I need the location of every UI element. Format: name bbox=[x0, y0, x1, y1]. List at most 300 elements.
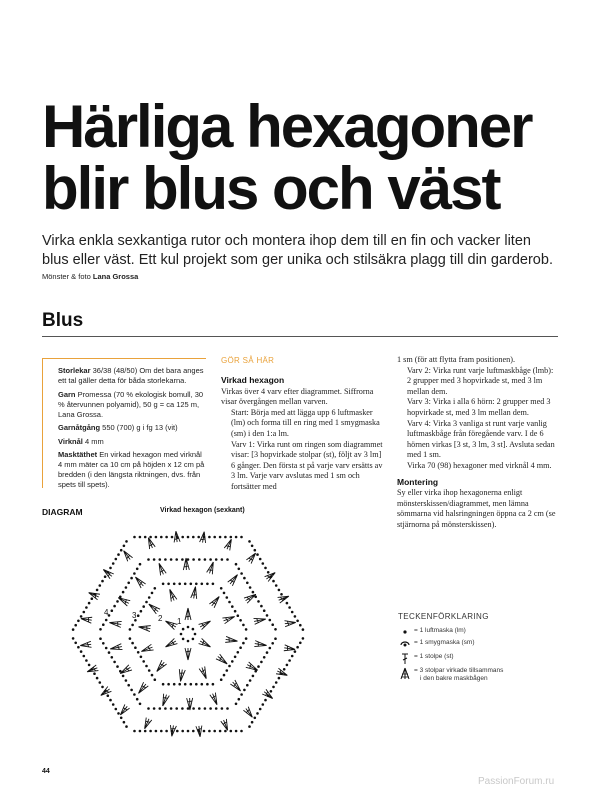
stitch-symbol bbox=[191, 586, 199, 599]
chain-stitch-dot bbox=[153, 558, 156, 561]
chain-stitch-dot bbox=[109, 699, 112, 702]
chain-stitch-dot bbox=[74, 624, 77, 627]
chain-stitch-dot bbox=[176, 730, 179, 733]
chain-stitch-dot bbox=[109, 567, 112, 570]
chain-stitch-dot bbox=[206, 683, 209, 686]
chain-stitch-dot bbox=[139, 703, 142, 706]
chain-stitch-dot bbox=[291, 611, 294, 614]
chain-stitch-dot bbox=[213, 730, 216, 733]
chain-stitch-dot bbox=[275, 584, 278, 587]
stitch-symbol bbox=[254, 616, 267, 624]
chain-stitch-dot bbox=[224, 730, 227, 733]
chain-stitch-dot bbox=[154, 587, 157, 590]
section-divider bbox=[42, 336, 558, 337]
instruction-paragraph: Virkas över 4 varv efter diagrammet. Siffrorna visar övergången mellan varven. bbox=[221, 386, 374, 407]
chain-stitch-dot bbox=[117, 712, 120, 715]
chain-stitch-dot bbox=[159, 558, 162, 561]
instruction-paragraph: Varv 1: Virka runt om ringen som diagrammet visar: [3 hopvirkade stolpar (st), följt av 3 lm] 6 gånger. Den första st på varje varv ersätts av 3 lm. Varje varv avslutas med 1 sm och fortsätter med bbox=[231, 439, 383, 491]
chain-stitch-dot bbox=[111, 609, 114, 612]
stitch-symbol bbox=[222, 614, 235, 624]
chain-stitch-dot bbox=[288, 606, 291, 609]
chain-stitch-dot bbox=[262, 703, 265, 706]
stitch-symbol bbox=[118, 704, 130, 716]
chain-stitch-dot bbox=[263, 609, 266, 612]
chain-stitch-dot bbox=[192, 707, 195, 710]
chain-stitch-dot bbox=[257, 600, 260, 603]
chain-stitch-dot bbox=[102, 623, 105, 626]
chain-stitch-dot bbox=[137, 651, 140, 654]
yarn-info bbox=[58, 390, 206, 420]
chain-stitch-dot bbox=[263, 656, 266, 659]
chain-stitch-dot bbox=[208, 536, 211, 539]
yarn-text: Promessa (70 % ekologisk bomull, 30 % återvunnen polyamid), 50 g = ca 125 m, Lana Grossa. bbox=[58, 389, 204, 419]
chain-stitch-dot bbox=[111, 656, 114, 659]
chain-stitch-dot bbox=[125, 679, 128, 682]
chain-stitch-dot bbox=[170, 558, 173, 561]
chain-stitch-dot bbox=[91, 597, 94, 600]
legend-text: = 1 luftmaska (lm) bbox=[414, 627, 466, 634]
chain-stitch-dot bbox=[139, 563, 142, 566]
chain-stitch-dot bbox=[88, 602, 91, 605]
chain-stitch-dot bbox=[144, 536, 147, 539]
round-number: 3 bbox=[132, 611, 137, 620]
instruction-paragraph: Varv 2: Virka runt varje luftmaskbåge (lmb): 2 grupper med 3 hopvirkade st, med 3 lm mellan dem. bbox=[407, 365, 554, 396]
stitch-symbol bbox=[80, 641, 92, 648]
stitch-symbol bbox=[243, 707, 254, 719]
chain-stitch-dot bbox=[187, 626, 190, 629]
chain-stitch-dot bbox=[294, 615, 297, 618]
chain-stitch-dot bbox=[198, 707, 201, 710]
chain-stitch-dot bbox=[136, 568, 139, 571]
legend-item bbox=[398, 667, 503, 683]
instruction-paragraph: Virka 70 (98) hexagoner med virknål 4 mm. bbox=[407, 460, 552, 470]
chain-stitch-dot bbox=[116, 600, 119, 603]
chain-stitch-dot bbox=[105, 619, 108, 622]
chain-stitch-dot bbox=[274, 628, 277, 631]
chain-stitch-dot bbox=[102, 642, 105, 645]
photo-credit bbox=[42, 272, 138, 281]
instruction-paragraph: 1 sm (för att flytta fram positionen). bbox=[397, 355, 516, 364]
chain-stitch-dot bbox=[178, 683, 181, 686]
chain-stitch-dot bbox=[131, 642, 134, 645]
chain-stitch-dot bbox=[148, 596, 151, 599]
yarn-amount-info bbox=[58, 423, 206, 433]
chain-stitch-dot bbox=[264, 567, 267, 570]
chain-stitch-dot bbox=[192, 558, 195, 561]
chain-stitch-dot bbox=[302, 637, 305, 640]
gauge-info bbox=[58, 450, 206, 490]
chain-stitch-dot bbox=[83, 655, 86, 658]
title-line-2: blir blus och väst bbox=[42, 155, 500, 222]
chain-stitch-dot bbox=[159, 707, 162, 710]
chain-stitch-dot bbox=[187, 640, 190, 643]
stitch-symbol bbox=[142, 718, 152, 730]
chain-stitch-dot bbox=[286, 602, 289, 605]
yarn-amount-label: Garnåtgång bbox=[58, 423, 101, 432]
chain-stitch-dot bbox=[275, 681, 278, 684]
chain-stitch-dot bbox=[194, 633, 197, 636]
diagram-label: DIAGRAM bbox=[42, 507, 83, 517]
stitch-symbol bbox=[99, 687, 111, 698]
chain-stitch-dot bbox=[101, 686, 104, 689]
chain-stitch-dot bbox=[286, 664, 289, 667]
chain-stitch-dot bbox=[239, 646, 242, 649]
stitch-symbol bbox=[160, 694, 170, 707]
page-number: 44 bbox=[42, 768, 50, 775]
legend-text bbox=[414, 667, 503, 683]
chain-stitch-dot bbox=[180, 633, 183, 636]
chain-stitch-dot bbox=[127, 582, 130, 585]
chain-stitch-dot bbox=[115, 558, 118, 561]
chain-stitch-dot bbox=[148, 669, 151, 672]
chain-stitch-dot bbox=[228, 601, 231, 604]
stitch-symbol bbox=[86, 665, 98, 675]
chain-stitch-dot bbox=[248, 540, 251, 543]
credit-name: Lana Grossa bbox=[92, 272, 139, 281]
chain-stitch-dot bbox=[133, 693, 136, 696]
stitch-symbol bbox=[254, 641, 267, 649]
chain-stitch-dot bbox=[249, 586, 252, 589]
chain-stitch-dot bbox=[160, 536, 163, 539]
chain-stitch-dot bbox=[145, 665, 148, 668]
chain-stitch-dot bbox=[231, 605, 234, 608]
chain-stitch-dot bbox=[139, 536, 142, 539]
chain-stitch-dot bbox=[105, 647, 108, 650]
chain-stitch-dot bbox=[170, 707, 173, 710]
legend-text-line: i den bakre maskbågen bbox=[420, 675, 488, 682]
stitch-symbol bbox=[185, 648, 191, 660]
stitch-symbol bbox=[164, 618, 177, 629]
round-number: 1 bbox=[177, 617, 182, 626]
hook-text: 4 mm bbox=[82, 436, 104, 446]
chain-stitch-dot bbox=[256, 712, 259, 715]
chain-stitch-dot bbox=[296, 646, 299, 649]
chain-stitch-dot bbox=[213, 536, 216, 539]
sizes-label: Storlekar bbox=[58, 366, 91, 375]
chain-stitch-dot bbox=[85, 659, 88, 662]
chain-stitch-dot bbox=[120, 549, 123, 552]
chain-stitch-dot bbox=[237, 651, 240, 654]
chain-stitch-dot bbox=[231, 660, 234, 663]
chain-stitch-dot bbox=[235, 536, 238, 539]
stitch-symbol bbox=[284, 620, 296, 627]
chain-stitch-dot bbox=[184, 683, 187, 686]
chain-stitch-dot bbox=[283, 668, 286, 671]
chain-stitch-dot bbox=[246, 684, 249, 687]
stitch-symbol bbox=[147, 602, 160, 614]
legend-text: = 1 stolpe (st) bbox=[414, 653, 454, 660]
instructions-column-1 bbox=[221, 375, 387, 493]
chain-stitch-dot bbox=[215, 558, 218, 561]
chain-stitch-dot bbox=[125, 725, 128, 728]
chain-stitch-dot bbox=[80, 650, 83, 653]
chain-stitch-dot bbox=[220, 678, 223, 681]
chain-stitch-dot bbox=[299, 624, 302, 627]
chain-stitch-dot bbox=[116, 665, 119, 668]
chain-stitch-dot bbox=[149, 536, 152, 539]
chain-stitch-dot bbox=[137, 614, 140, 617]
chain-stitch-dot bbox=[129, 628, 132, 631]
chain-stitch-dot bbox=[155, 536, 158, 539]
stitch-symbol bbox=[265, 570, 277, 581]
chain-stitch-dot bbox=[228, 665, 231, 668]
legend-item bbox=[398, 653, 454, 665]
chain-stitch-dot bbox=[190, 683, 193, 686]
chain-stitch-dot bbox=[197, 536, 200, 539]
chain-stitch-dot bbox=[201, 583, 204, 586]
chain-stitch-dot bbox=[195, 683, 198, 686]
stitch-symbol bbox=[262, 689, 274, 701]
chain-stitch-dot bbox=[243, 689, 246, 692]
chain-stitch-dot bbox=[274, 637, 277, 640]
chain-stitch-dot bbox=[139, 730, 142, 733]
chain-stitch-dot bbox=[299, 642, 302, 645]
chain-stitch-dot bbox=[192, 628, 195, 631]
chain-stitch-dot bbox=[237, 614, 240, 617]
chain-stitch-dot bbox=[85, 606, 88, 609]
diagram-subtitle: Virkad hexagon (sexkant) bbox=[160, 507, 245, 514]
stitch-symbol bbox=[225, 636, 238, 644]
chain-stitch-dot bbox=[117, 553, 120, 556]
chain-stitch-dot bbox=[107, 694, 110, 697]
chain-stitch-dot bbox=[256, 553, 259, 556]
chain-stitch-dot bbox=[181, 536, 184, 539]
chain-stitch-dot bbox=[226, 596, 229, 599]
instruction-paragraph: Start: Börja med att lägga upp 6 luftmasker (lm) och forma till en ring med 1 smygmaska (sm) i den 1:a lm. bbox=[231, 407, 380, 438]
chain-stitch-dot bbox=[252, 675, 255, 678]
chain-stitch-dot bbox=[240, 572, 243, 575]
chain-stitch-dot bbox=[240, 693, 243, 696]
chain-stitch-dot bbox=[240, 536, 243, 539]
stitch-symbols bbox=[80, 531, 296, 737]
chain-stitch-dot bbox=[249, 679, 252, 682]
stitch-symbol bbox=[185, 608, 191, 620]
chain-stitch-dot bbox=[223, 674, 226, 677]
stitch-symbol bbox=[276, 668, 288, 678]
stitch-symbol bbox=[246, 551, 258, 563]
chain-stitch-dot bbox=[235, 563, 238, 566]
chain-stitch-dot bbox=[181, 730, 184, 733]
legend-item bbox=[398, 639, 475, 649]
chain-stitch-dot bbox=[266, 651, 269, 654]
chain-stitch-dot bbox=[142, 660, 145, 663]
section-title: Blus bbox=[42, 310, 84, 331]
chain-stitch-dot bbox=[204, 707, 207, 710]
chain-stitch-dot bbox=[234, 610, 237, 613]
chain-stitch-dot bbox=[209, 707, 212, 710]
stitch-symbol bbox=[173, 531, 180, 543]
chain-stitch-dot bbox=[259, 708, 262, 711]
chain-stitch-dot bbox=[112, 703, 115, 706]
chain-stitch-dot bbox=[254, 717, 257, 720]
chain-stitch-dot bbox=[155, 730, 158, 733]
chain-stitch-dot bbox=[252, 591, 255, 594]
chain-stitch-dot bbox=[154, 678, 157, 681]
chain-stitch-dot bbox=[192, 730, 195, 733]
chain-stitch-dot bbox=[206, 583, 209, 586]
chain-stitch-dot bbox=[130, 577, 133, 580]
legend-text-line: = 3 stolpar virkade tillsammans bbox=[414, 667, 504, 674]
chain-stitch-dot bbox=[192, 536, 195, 539]
chain-stitch-dot bbox=[260, 605, 263, 608]
chain-stitch-dot bbox=[226, 558, 229, 561]
chain-stitch-dot bbox=[96, 589, 99, 592]
intro-line-1: Virka enkla sexkantiga rutor och montera ihop dem till en fin och vacker liten bbox=[42, 233, 531, 249]
chain-stitch-dot bbox=[302, 628, 305, 631]
chain-stitch-dot bbox=[99, 681, 102, 684]
intro-text bbox=[42, 232, 572, 270]
chain-stitch-dot bbox=[160, 730, 163, 733]
chain-stitch-dot bbox=[140, 656, 143, 659]
chain-stitch-dot bbox=[125, 586, 128, 589]
stitch-symbol bbox=[199, 666, 209, 679]
instruction-paragraph: Sy eller virka ihop hexagonerna enligt mönsterskissen/diagrammet, men lämna sömmarna vid halsringningen öppna ca 2 cm (se stjärnorna på mönsterskissen). bbox=[397, 488, 556, 529]
chain-stitch-dot bbox=[220, 587, 223, 590]
chain-stitch-dot bbox=[133, 730, 136, 733]
chain-stitch-dot bbox=[113, 605, 116, 608]
stitch-symbol bbox=[199, 638, 212, 649]
chain-stitch-dot bbox=[145, 601, 148, 604]
chain-stitch-dot bbox=[245, 628, 248, 631]
chain-stitch-dot bbox=[129, 637, 132, 640]
chain-stitch-dot bbox=[221, 707, 224, 710]
instruction-paragraph: Varv 4: Virka 3 vanliga st runt varje vanlig luftmaskbåge från föregående varv. I de 6 hörnen virkas [3 st, 3 lm, 3 st]. Avsluta sedan med 1 sm. bbox=[407, 418, 555, 460]
chain-stitch-dot bbox=[164, 558, 167, 561]
stitch-symbol bbox=[110, 644, 123, 652]
chain-stitch-dot bbox=[140, 610, 143, 613]
chain-stitch-dot bbox=[164, 707, 167, 710]
chain-stitch-dot bbox=[123, 545, 126, 548]
chain-stitch-dot bbox=[248, 725, 251, 728]
chain-stitch-dot bbox=[243, 577, 246, 580]
hook-info bbox=[58, 437, 206, 447]
chain-stitch-dot bbox=[134, 646, 137, 649]
chain-stitch-dot bbox=[77, 646, 80, 649]
chain-stitch-dot bbox=[219, 536, 222, 539]
chain-stitch-dot bbox=[226, 707, 229, 710]
chain-stitch-dot bbox=[147, 707, 150, 710]
chain-stitch-dot bbox=[162, 583, 165, 586]
chain-stitch-dot bbox=[130, 689, 133, 692]
chain-stitch-dot bbox=[175, 707, 178, 710]
chain-stitch-dot bbox=[113, 661, 116, 664]
hexagon-heading: Virkad hexagon bbox=[221, 375, 285, 385]
stitch-symbol bbox=[228, 573, 240, 586]
stitch-symbol bbox=[216, 654, 229, 666]
chain-stitch-dot bbox=[72, 628, 75, 631]
chain-stitch-dot bbox=[242, 624, 245, 627]
chain-stitch-dot bbox=[262, 562, 265, 565]
chain-stitch-dot bbox=[178, 583, 181, 586]
chain-stitch-dot bbox=[226, 669, 229, 672]
chain-stitch-dot bbox=[294, 650, 297, 653]
chain-stitch-dot bbox=[238, 568, 241, 571]
chain-stitch-dot bbox=[291, 655, 294, 658]
chain-stitch-dot bbox=[224, 536, 227, 539]
chain-stitch-dot bbox=[133, 572, 136, 575]
instructions-label: GÖR SÅ HÄR bbox=[221, 356, 275, 365]
chain-stitch-dot bbox=[120, 717, 123, 720]
chain-stitch-dot bbox=[123, 721, 126, 724]
chain-stitch-dot bbox=[271, 623, 274, 626]
chain-stitch-dot bbox=[251, 545, 254, 548]
chain-stitch-dot bbox=[270, 690, 273, 693]
stitch-symbol bbox=[101, 567, 113, 579]
chain-stitch-dot bbox=[230, 730, 233, 733]
chain-stitch-dot bbox=[235, 703, 238, 706]
stitch-symbol bbox=[156, 562, 166, 575]
chain-stitch-dot bbox=[131, 624, 134, 627]
chain-stitch-dot bbox=[72, 637, 75, 640]
crochet-hexagon-diagram bbox=[60, 516, 316, 760]
chain-stitch-dot bbox=[136, 698, 139, 701]
chain-stitch-dot bbox=[80, 615, 83, 618]
chain-stitch-dot bbox=[235, 730, 238, 733]
chain-stitch-dot bbox=[221, 558, 224, 561]
chain-stitch-dot bbox=[167, 683, 170, 686]
intro-line-2: blus eller väst. Ett kul projekt som ger unika och stilsäkra plagg till din garderob. bbox=[42, 252, 553, 268]
chain-stitch-dot bbox=[187, 730, 190, 733]
chain-stitch-dot bbox=[182, 638, 185, 641]
chain-stitch-dot bbox=[278, 589, 281, 592]
sizes-text: 36/38 (48/50) Om det bara anges ett tal gäller detta för båda storlekarna. bbox=[58, 366, 204, 385]
chain-stitch-dot bbox=[240, 730, 243, 733]
chain-stitch-dot bbox=[223, 592, 226, 595]
chain-stitch-dot bbox=[175, 558, 178, 561]
chain-stitch-dot bbox=[181, 707, 184, 710]
chain-stitch-dot bbox=[104, 575, 107, 578]
stitch-symbol bbox=[154, 660, 166, 673]
stitch-symbol bbox=[117, 595, 130, 606]
chain-stitch-dot bbox=[259, 558, 262, 561]
stitch-symbol bbox=[221, 719, 231, 731]
chain-stitch-dot bbox=[212, 683, 215, 686]
stitch-symbol bbox=[207, 561, 217, 574]
chain-stitch-dot bbox=[122, 675, 125, 678]
chain-stitch-dot bbox=[181, 558, 184, 561]
cluster-stitch-icon bbox=[398, 667, 412, 681]
chain-stitch-dot bbox=[99, 628, 102, 631]
chain-stitch-icon bbox=[398, 627, 412, 637]
chain-stitch-dot bbox=[108, 651, 111, 654]
stitch-symbol bbox=[210, 693, 220, 706]
chain-stitch-dot bbox=[271, 642, 274, 645]
stitch-symbol bbox=[140, 644, 153, 654]
hook-label: Virknål bbox=[58, 436, 83, 446]
yarn-amount-text: 550 (700) g i fg 13 (vit) bbox=[100, 423, 178, 432]
stitch-symbol bbox=[146, 537, 156, 549]
stitch-symbol bbox=[209, 595, 221, 608]
chain-stitch-dot bbox=[115, 708, 118, 711]
stitch-symbol bbox=[169, 725, 177, 737]
page-title bbox=[42, 93, 572, 222]
chain-stitch-dot bbox=[198, 558, 201, 561]
chain-stitch-dot bbox=[149, 730, 152, 733]
stitch-symbol bbox=[167, 588, 177, 601]
chain-stitch-dot bbox=[238, 698, 241, 701]
chain-stitch-dot bbox=[204, 558, 207, 561]
chain-stitch-dot bbox=[260, 661, 263, 664]
chain-stitch-dot bbox=[192, 638, 195, 641]
chain-stitch-dot bbox=[272, 580, 275, 583]
chain-stitch-dot bbox=[257, 665, 260, 668]
chain-stitch-dot bbox=[151, 592, 154, 595]
round-number: 4 bbox=[104, 608, 109, 617]
chain-stitch-dot bbox=[142, 605, 145, 608]
chain-stitch-dot bbox=[219, 730, 222, 733]
chain-stitch-dot bbox=[264, 699, 267, 702]
chain-stitch-dot bbox=[212, 583, 215, 586]
